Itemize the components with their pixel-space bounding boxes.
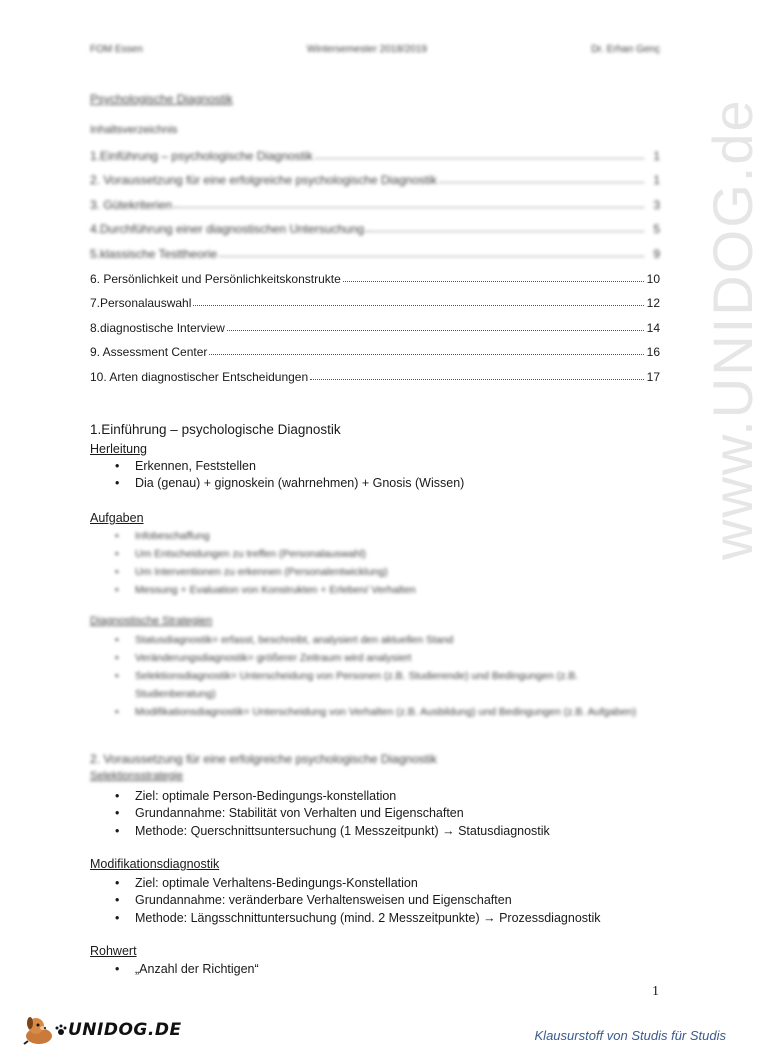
- subheading-herleitung: Herleitung: [90, 442, 147, 456]
- toc-entry: [90, 163, 660, 188]
- toc-entry-title: 5.klassische Testtheorie: [90, 246, 218, 261]
- header-right: Dr. Erhan Genç: [591, 44, 660, 55]
- subheading-selektion: Selektionsstrategie: [90, 770, 183, 782]
- toc-entry-title: 3. Gütekriterien: [90, 197, 173, 212]
- section-title: 1.Einführung – psychologische Diagnostik: [90, 422, 341, 437]
- list-item: • Modifikationsdiagnostik= Unterscheidung von Verhalten (z.B. Ausbildung) und Bedingungen (z.B. Aufgaben): [115, 703, 655, 721]
- toc-entry-page: 5: [653, 222, 660, 237]
- bullet-list: [115, 788, 550, 840]
- toc-entry: [90, 212, 660, 237]
- toc-entry: [90, 236, 660, 261]
- toc-entry-page: 12: [646, 296, 660, 311]
- dog-mascot-icon: [22, 1014, 56, 1046]
- toc-entry: [90, 187, 660, 212]
- paw-icon: [54, 1023, 68, 1037]
- logo-text: UNIDOG.DE: [68, 1020, 182, 1040]
- list-item: • Messung + Evaluation von Konstrukten + Erleben/ Verhalten: [115, 581, 416, 599]
- toc-entry-page: 3: [653, 197, 660, 212]
- toc-entry-page: 16: [646, 345, 660, 360]
- bullet-list: [115, 631, 655, 721]
- subheading-strategien: Diagnostische Strategien: [90, 615, 213, 627]
- toc-heading: Inhaltsverzeichnis: [90, 124, 178, 136]
- list-item: • Methode: Querschnittsuntersuchung (1 Messzeitpunkt) → Statusdiagnostik: [115, 823, 550, 840]
- toc-entry-title: 6. Persönlichkeit und Persönlichkeitskonstrukte: [90, 271, 341, 286]
- toc-entry-title: 4.Durchführung einer diagnostischen Untersuchung: [90, 222, 365, 237]
- table-of-contents: [90, 138, 660, 384]
- list-item: • Ziel: optimale Person-Bedingungs-konstellation: [115, 788, 550, 805]
- subheading-modifikation: Modifikationsdiagnostik: [90, 857, 220, 871]
- bullet-list: [115, 458, 464, 493]
- list-item: • Dia (genau) + gignoskein (wahrnehmen) + Gnosis (Wissen): [115, 475, 464, 492]
- toc-entry-title: 1.Einführung – psychologische Diagnostik: [90, 148, 313, 163]
- toc-entry-title: 8.diagnostische Interview: [90, 320, 225, 335]
- toc-entry[interactable]: [90, 335, 660, 360]
- list-item: • Infobeschaffung: [115, 527, 416, 545]
- toc-entry-title: 9. Assessment Center: [90, 345, 208, 360]
- unidog-logo[interactable]: [22, 1014, 182, 1046]
- list-item: • Grundannahme: veränderbare Verhaltensweisen und Eigenschaften: [115, 892, 601, 909]
- list-item: • Selektionsdiagnostik= Unterscheidung von Personen (z.B. Studierende) und Bedingungen (z.B. Studienberatung): [115, 667, 655, 703]
- toc-entry: [90, 138, 660, 163]
- list-item: • Um Entscheidungen zu treffen (Personalauswahl): [115, 545, 416, 563]
- list-item: • Veränderungsdiagnostik= größerer Zeitraum wird analysiert: [115, 649, 655, 667]
- toc-entry-page: 14: [646, 320, 660, 335]
- toc-entry[interactable]: [90, 310, 660, 335]
- page-header: [90, 44, 660, 55]
- header-left: FOM Essen: [90, 44, 143, 55]
- footer-slogan: Klausurstoff von Studis für Studis: [534, 1028, 726, 1043]
- list-item: • Grundannahme: Stabilität von Verhalten und Eigenschaften: [115, 805, 550, 822]
- watermark: www.UNIDOG.de: [701, 98, 764, 560]
- toc-entry-page: 1: [653, 173, 660, 188]
- list-item: • „Anzahl der Richtigen“: [115, 961, 259, 978]
- toc-entry-page: 1: [653, 148, 660, 163]
- list-item: • Methode: Längsschnittuntersuchung (mind. 2 Messzeitpunkte) → Prozessdiagnostik: [115, 910, 601, 927]
- toc-entry-page: 9: [653, 246, 660, 261]
- toc-entry[interactable]: [90, 286, 660, 311]
- bullet-list: [115, 961, 259, 978]
- toc-entry[interactable]: [90, 359, 660, 384]
- toc-entry-title: 10. Arten diagnostischer Entscheidungen: [90, 369, 309, 384]
- bullet-list: [115, 527, 416, 599]
- toc-entry[interactable]: [90, 261, 660, 286]
- list-item: • Erkennen, Feststellen: [115, 458, 464, 475]
- toc-entry-title: 7.Personalauswahl: [90, 296, 192, 311]
- list-item: • Ziel: optimale Verhaltens-Bedingungs-Konstellation: [115, 875, 601, 892]
- toc-entry-page: 17: [646, 369, 660, 384]
- header-center: Wintersemester 2018/2019: [306, 44, 427, 55]
- page-number: 1: [652, 984, 659, 999]
- subheading-rohwert: Rohwert: [90, 944, 137, 958]
- list-item: • Um Interventionen zu erkennen (Personalentwicklung): [115, 563, 416, 581]
- toc-entry-page: 10: [646, 271, 660, 286]
- list-item: • Statusdiagnostik= erfasst, beschreibt, analysiert den aktuellen Stand: [115, 631, 655, 649]
- subheading-aufgaben: Aufgaben: [90, 511, 144, 525]
- bullet-list: [115, 875, 601, 927]
- toc-entry-title: 2. Voraussetzung für eine erfolgreiche psychologische Diagnostik: [90, 173, 437, 188]
- document-title: Psychologische Diagnostik: [90, 92, 233, 106]
- section-title: 2. Voraussetzung für eine erfolgreiche psychologische Diagnostik: [90, 752, 437, 766]
